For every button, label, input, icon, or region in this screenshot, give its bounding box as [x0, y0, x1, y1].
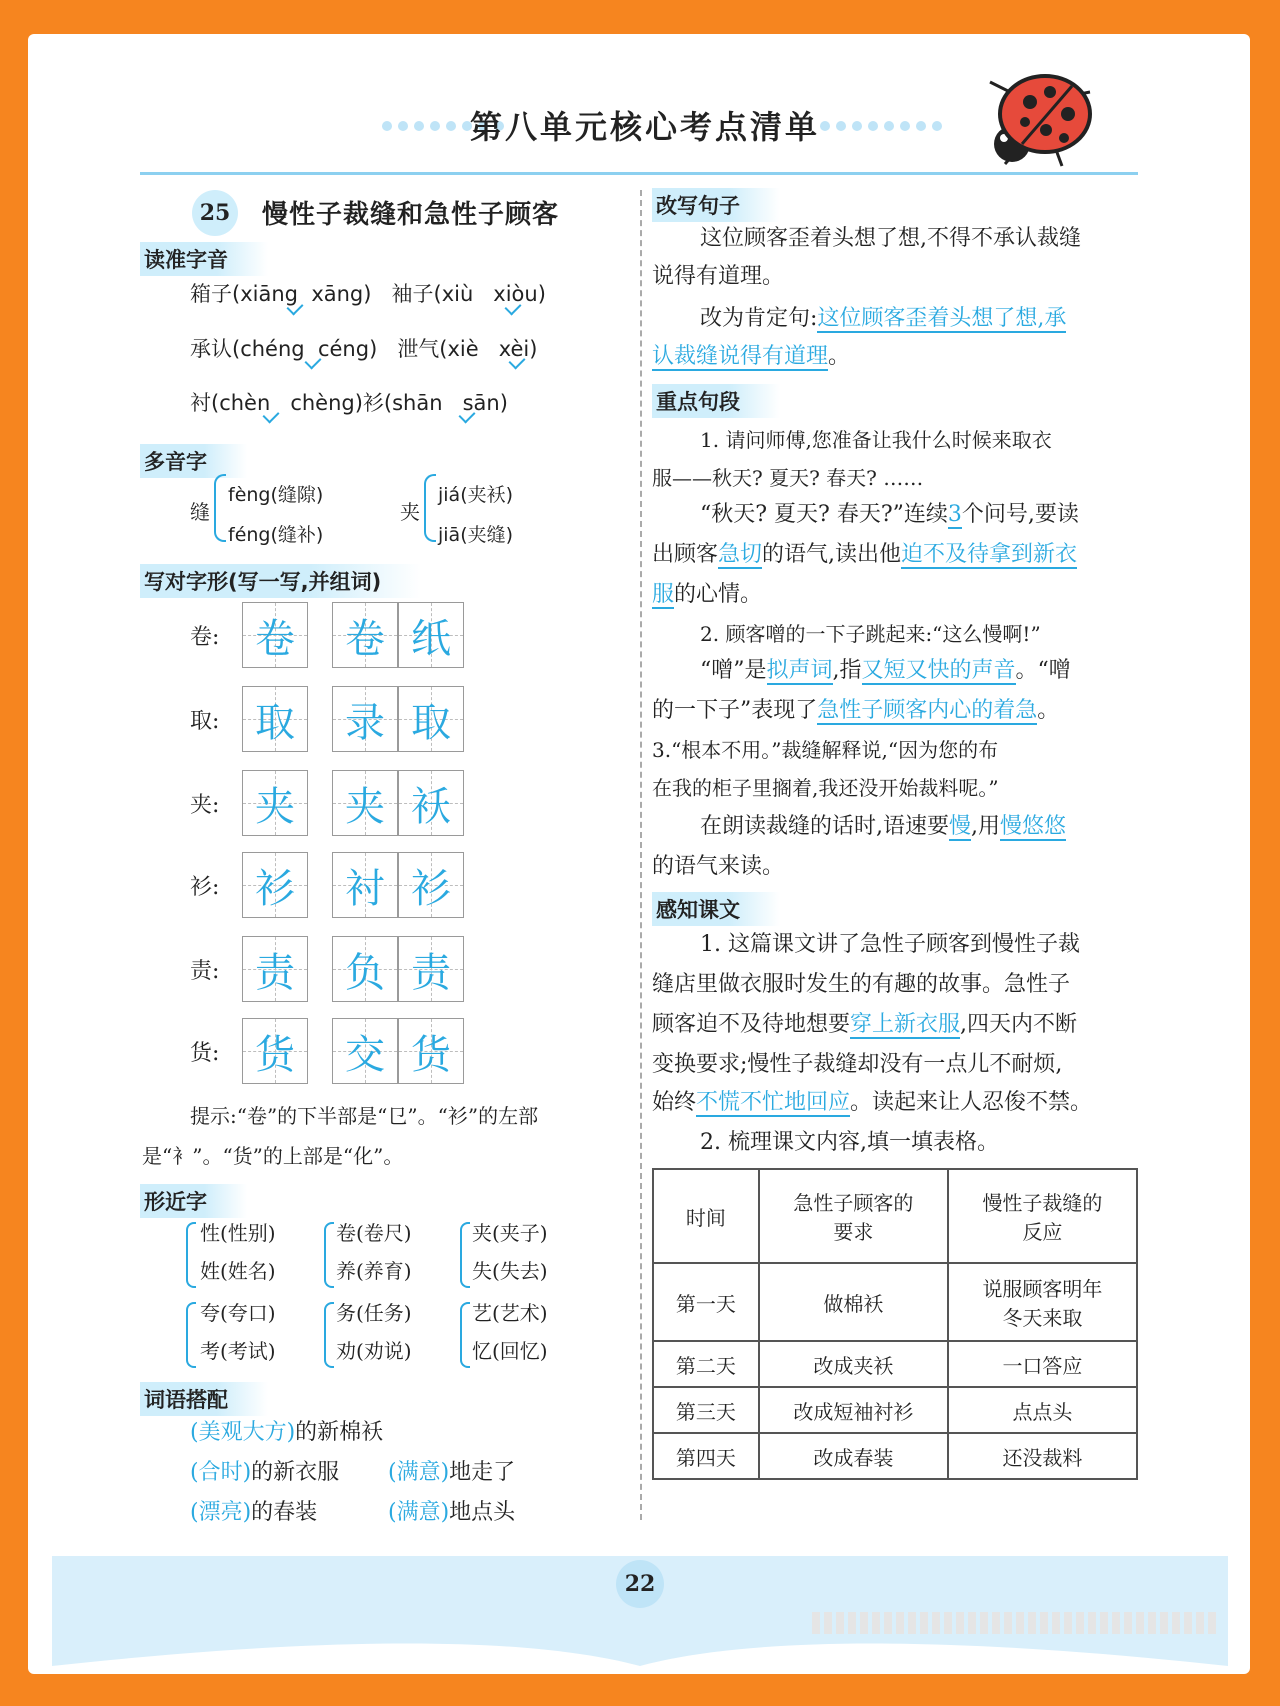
table-row: 第一天 做棉袄 说服顾客明年 冬天来取: [653, 1263, 1137, 1341]
collocation-line: (漂亮)的春装: [190, 1500, 318, 1525]
text-line: 这位顾客歪着头想了想,不得不承认裁缝: [700, 226, 1081, 251]
collocation-line: (美观大方)的新棉袄: [190, 1420, 384, 1445]
ladybug-icon: [950, 52, 1100, 172]
similar-pair: 卷(卷尺) 养(养育): [336, 1221, 412, 1283]
text-line: 在我的柜子里搁着,我还没开始裁料呢。”: [652, 776, 999, 800]
section-perception: 感知课文: [652, 892, 780, 926]
brace-icon: [460, 1222, 470, 1288]
similar-pair: 夹(夹子) 失(失去): [472, 1221, 548, 1283]
read-row-3: 衬(chèn chèng)衫(shān sān): [190, 391, 508, 415]
write-row: 夹: 夹 夹 袄: [190, 768, 464, 838]
read-row-1: 箱子(xiāng xāng) 袖子(xiù xiòu): [190, 282, 546, 306]
text-line: 1. 请问师傅,您准备让我什么时候来取衣: [700, 428, 1052, 452]
text-line: 变换要求;慢性子裁缝却没有一点儿不耐烦,: [652, 1052, 1063, 1077]
text-line: 在朗读裁缝的话时,语速要慢,用慢悠悠: [700, 814, 1067, 839]
section-polyphone: 多音字: [140, 444, 247, 478]
text-line: 服——秋天? 夏天? 春天? ……: [652, 466, 924, 490]
poly-2a: jiá(夹袄): [438, 484, 514, 506]
section-similar: 形近字: [140, 1184, 247, 1218]
page-title: 第八单元核心考点清单: [470, 108, 821, 146]
write-row: 取: 取 录 取: [190, 684, 464, 754]
text-line: 出顾客急切的语气,读出他迫不及待拿到新衣: [652, 542, 1078, 567]
text-line: 2. 梳理课文内容,填一填表格。: [700, 1130, 999, 1155]
similar-pair: 务(任务) 劝(劝说): [336, 1301, 412, 1363]
page-number: 22: [616, 1560, 664, 1608]
poly-char-2: 夹: [400, 500, 420, 524]
column-divider: [640, 190, 642, 1520]
text-line: 改为肯定句:这位顾客歪着头想了想,承: [700, 306, 1067, 331]
text-line: 2. 顾客噌的一下子跳起来:“这么慢啊!”: [700, 622, 1041, 646]
brace-icon: [324, 1302, 334, 1368]
brace-icon: [324, 1222, 334, 1288]
collocation-line: (合时)的新衣服: [190, 1460, 340, 1485]
text-line: 顾客迫不及待地想要穿上新衣服,四天内不断: [652, 1012, 1078, 1037]
brace-icon: [424, 474, 436, 542]
table-header-row: 时间 急性子顾客的 要求 慢性子裁缝的 反应: [653, 1169, 1137, 1263]
read-row-2: 承认(chéng céng) 泄气(xiè xèi): [190, 337, 538, 361]
write-row: 卷: 卷 卷 纸: [190, 600, 464, 670]
watermark-bars: [812, 1612, 1216, 1634]
section-rewrite: 改写句子: [652, 188, 780, 222]
text-line: 缝店里做衣服时发生的有趣的故事。急性子: [652, 972, 1071, 997]
section-write: 写对字形(写一写,并组词): [140, 564, 421, 598]
poly-1b: féng(缝补): [228, 524, 324, 546]
text-line: “秋天? 夏天? 春天?”连续3个问号,要读: [700, 502, 1079, 527]
section-read: 读准字音: [140, 242, 268, 276]
table-row: 第二天 改成夹袄 一口答应: [653, 1341, 1137, 1387]
section-collocation: 词语搭配: [140, 1382, 268, 1416]
table-row: 第三天 改成短袖衬衫 点点头: [653, 1387, 1137, 1433]
poly-2b: jiā(夹缝): [438, 524, 514, 546]
lesson-number: 25: [192, 190, 238, 236]
text-line: 始终不慌不忙地回应。读起来让人忍俊不禁。: [652, 1090, 1093, 1115]
brace-icon: [460, 1302, 470, 1368]
brace-icon: [214, 474, 226, 542]
tip-line-1: 提示:“卷”的下半部是“㔾”。“衫”的左部: [190, 1104, 539, 1128]
text-line: 的语气来读。: [652, 854, 785, 879]
similar-pair: 艺(艺术) 忆(回忆): [472, 1301, 548, 1363]
section-key: 重点句段: [652, 384, 780, 418]
write-row: 责: 责 负 责: [190, 934, 464, 1004]
similar-pair: 性(性别) 姓(姓名): [200, 1221, 276, 1283]
brace-icon: [186, 1302, 196, 1368]
header-rule: [140, 172, 1138, 175]
tip-line-2: 是“衤”。“货”的上部是“化”。: [142, 1144, 404, 1168]
text-line: 服的心情。: [652, 582, 763, 607]
write-row: 货: 货 交 货: [190, 1016, 464, 1086]
collocation-line: (满意)地走了: [388, 1460, 516, 1485]
text-line: 的一下子”表现了急性子顾客内心的着急。: [652, 698, 1060, 723]
title-dots-right: [820, 118, 942, 134]
text-line: 认裁缝说得有道理。: [652, 344, 851, 369]
story-table: [652, 1168, 1138, 1480]
poly-char-1: 缝: [190, 500, 210, 524]
collocation-line: (满意)地点头: [388, 1500, 516, 1525]
table-row: 第四天 改成春装 还没裁料: [653, 1433, 1137, 1479]
text-line: “噌”是拟声词,指又短又快的声音。“噌: [700, 658, 1071, 683]
poly-1a: fèng(缝隙): [228, 484, 324, 506]
text-line: 1. 这篇课文讲了急性子顾客到慢性子裁: [700, 932, 1080, 957]
similar-pair: 夸(夸口) 考(考试): [200, 1301, 276, 1363]
text-line: 说得有道理。: [652, 264, 785, 289]
lesson-title: 慢性子裁缝和急性子顾客: [262, 200, 560, 230]
brace-icon: [186, 1222, 196, 1288]
write-row: 衫: 衫 衬 衫: [190, 850, 464, 920]
text-line: 3.“根本不用。”裁缝解释说,“因为您的布: [652, 738, 999, 762]
